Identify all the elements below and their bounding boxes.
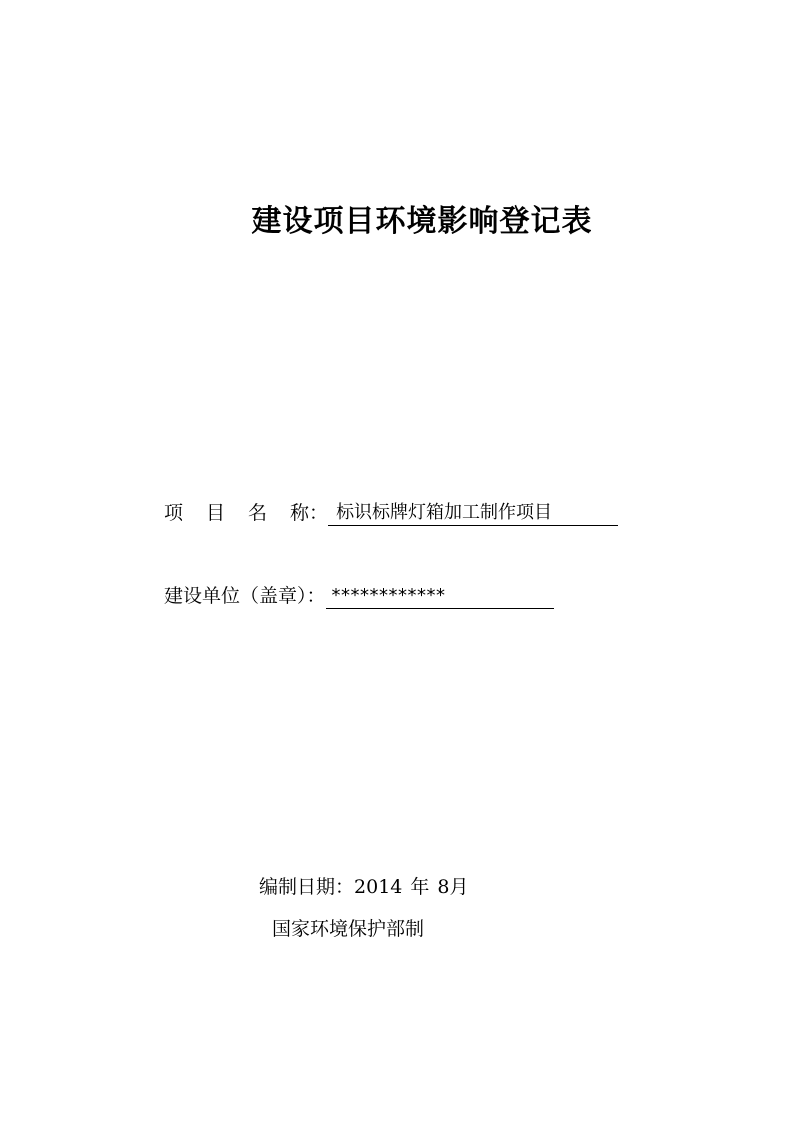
construction-unit-label: 建设单位（盖章）： (164, 585, 326, 607)
project-name-label-char: 名 (248, 502, 291, 524)
construction-unit-row (164, 583, 554, 609)
compile-date-year-unit: 年 (410, 876, 430, 898)
compile-date-label: 编制日期： (259, 876, 355, 898)
compile-date-row (259, 874, 469, 900)
document-title: 建设项目环境影响登记表 (251, 204, 593, 239)
compile-date-month: 8 (437, 876, 450, 898)
project-name-value: 标识标牌灯箱加工制作项目 (328, 501, 618, 526)
construction-unit-value: ************ (326, 584, 554, 609)
project-name-label (164, 500, 328, 526)
project-name-label-char: 项 (164, 502, 207, 524)
compile-date-year: 2014 (354, 876, 403, 898)
project-name-row (164, 500, 618, 526)
project-name-label-char: 称： (290, 502, 329, 524)
compile-date-month-unit: 月 (449, 876, 469, 898)
project-name-label-char: 目 (206, 502, 249, 524)
issuing-authority: 国家环境保护部制 (272, 918, 425, 940)
